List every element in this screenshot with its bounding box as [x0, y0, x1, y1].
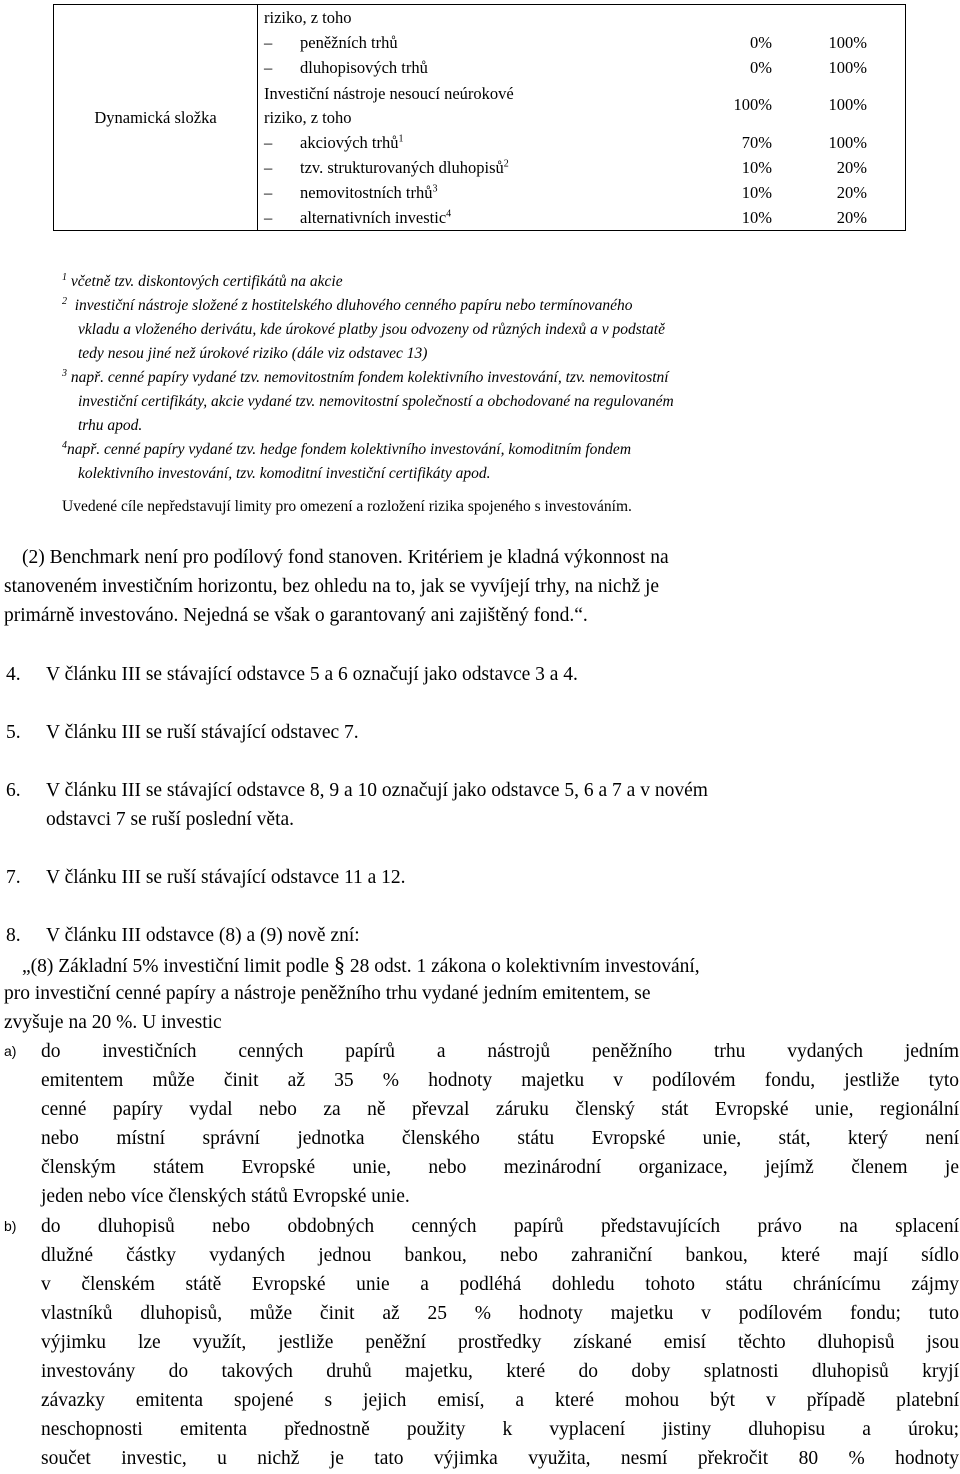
row-name: Investiční nástroje nesoucí neúrokové riziko, z toho	[264, 84, 514, 127]
footnote-note: Uvedené cíle nepředstavují limity pro omezení a rozložení rizika spojeného s investováním.	[62, 498, 632, 515]
row-name: – akciových trhů$^1$	[264, 132, 404, 152]
list-item-8: 8. V článku III odstavce (8) a (9) nově zní:	[6, 925, 360, 946]
paragraph-8-line: „(8) Základní 5% investiční limit podle § 28 odst. 1 zákona o kolektivním investování,	[22, 952, 700, 977]
table-row	[258, 155, 905, 180]
table-row	[258, 80, 905, 130]
row-name: – peněžních trhů	[264, 32, 398, 52]
list-text-b: do dluhopisů nebo obdobných cenných papírů představujících právo na splacení dlužné částky vydaných jednou bankou, nebo zahraniční bankou, které mají sídlo v členském státě Evropské unie a podléhá dohledu tohoto státu chránícímu zájmy vlastníků dluhopisů, může činit až 25 % hodnoty majetku v podílovém fondu; tuto výjimku lze využít, jestliže peněžní prostředky získané emisí těchto dluhopisů jsou investovány do takových druhů majetku, které do doby splatnosti dluhopisů kryjí závazky emitenta spojené s jejich emisí, a které mohou být v případě platební neschopnosti emitenta přednostně použity k vyplacení jistiny dluhopisu a úroku; součet investic, u nichž je tato výjimka využita, nesmí překročit 80 % hodnoty	[41, 1216, 959, 1469]
row-min: 0%	[750, 32, 772, 52]
footnote-3: $^3$ např. cenné papíry vydané tzv. nemovitostním fondem kolektivního investování, tzv. nemovitostní investiční certifikáty, akcie vydané tzv. nemovitostní společností a obchodované na regulovaném trhu apod.	[62, 367, 674, 434]
row-min: 10%	[741, 182, 772, 202]
dash-marker: –	[264, 182, 273, 202]
row-name: – alternativních investic$^4$	[264, 207, 452, 227]
row-name: – tzv. strukturovaných dluhopisů$^2$	[264, 157, 509, 177]
table-row	[258, 5, 905, 30]
row-max: 100%	[828, 132, 867, 152]
table-row	[258, 30, 905, 55]
row-max: 100%	[828, 57, 867, 77]
row-max: 20%	[836, 207, 867, 227]
table-row	[258, 130, 905, 155]
table-row	[258, 205, 905, 230]
paragraph-8-line: pro investiční cenné papíry a nástroje peněžního trhu vydané jedním emitentem, se	[4, 983, 651, 1004]
list-item-5: 5. V článku III se ruší stávající odstavec 7.	[6, 722, 359, 743]
paragraph-8-line: zvyšuje na 20 %. U investic	[4, 1012, 222, 1033]
row-max: 20%	[836, 182, 867, 202]
row-name: riziko, z toho	[264, 7, 352, 27]
row-name: – nemovitostních trhů$^3$	[264, 182, 438, 202]
paragraph-2-line: (2) Benchmark není pro podílový fond stanoven. Kritériem je kladná výkonnost na	[22, 547, 669, 568]
list-text-a: do investičních cenných papírů a nástrojů peněžního trhu vydaných jedním emitentem může činit až 35 % hodnoty majetku v podílovém fondu, jestliže tyto cenné papíry vydal nebo za ně převzal záruku členský stát Evropské unie, regionální nebo místní správní jednotka členského státu Evropské unie, stát, který není členským státem Evropské unie, nebo mezinárodní organizace, jejímž členem je jeden nebo více členských států Evropské unie.	[41, 1041, 959, 1207]
allocation-table	[53, 4, 906, 231]
dash-marker: –	[264, 207, 273, 227]
row-name: – dluhopisových trhů	[264, 57, 428, 77]
table-row	[258, 180, 905, 205]
section-sign: §	[333, 952, 345, 977]
row-min: 0%	[750, 57, 772, 77]
row-max: 20%	[836, 157, 867, 177]
row-min: 100%	[733, 95, 772, 114]
footnote-1: $^1$ včetně tzv. diskontových certifikátů na akcie	[62, 271, 343, 290]
dash-marker: –	[264, 157, 273, 177]
row-max: 100%	[828, 95, 867, 114]
row-max: 100%	[828, 32, 867, 52]
list-item-4: 4. V článku III se stávající odstavce 5 a 6 označují jako odstavce 3 a 4.	[6, 664, 578, 685]
dash-marker: –	[264, 57, 273, 77]
row-min: 70%	[741, 132, 772, 152]
list-item-6: 6. V článku III se stávající odstavce 8, 9 a 10 označují jako odstavce 5, 6 a 7 a v novém odstavci 7 se ruší poslední věta.	[6, 780, 708, 830]
paragraph-2-line: stanoveném investičním horizontu, bez ohledu na to, jak se vyvíjejí trhy, na nichž je	[4, 576, 660, 597]
list-item-7: 7. V článku III se ruší stávající odstavce 11 a 12.	[6, 867, 406, 888]
list-label-a: a)	[4, 1043, 17, 1059]
list-label-b: b)	[4, 1218, 17, 1234]
footnote-2: $^2$ investiční nástroje složené z hostitelského dluhového cenného papíru nebo termínovaného vkladu a vloženého derivátu, kde úrokové platby jsou odvozeny od různých indexů a v podstatě tedy nesou jiné než úrokové riziko (dále viz odstavec 13)	[62, 295, 665, 362]
row-min: 10%	[741, 207, 772, 227]
dash-marker: –	[264, 132, 273, 152]
paragraph-2-line: primárně investováno. Nejedná se však o garantovaný ani zajištěný fond.“.	[4, 605, 588, 626]
dash-marker: –	[264, 32, 273, 52]
footnote-4: $^4$např. cenné papíry vydané tzv. hedge fondem kolektivního investování, komoditním fondem kolektivního investování, tzv. komoditní investiční certifikáty apod.	[62, 439, 632, 482]
table-row	[258, 55, 905, 80]
table-row-label: Dynamická složka	[54, 5, 258, 231]
row-min: 10%	[741, 157, 772, 177]
table-rows-cell	[258, 5, 906, 231]
